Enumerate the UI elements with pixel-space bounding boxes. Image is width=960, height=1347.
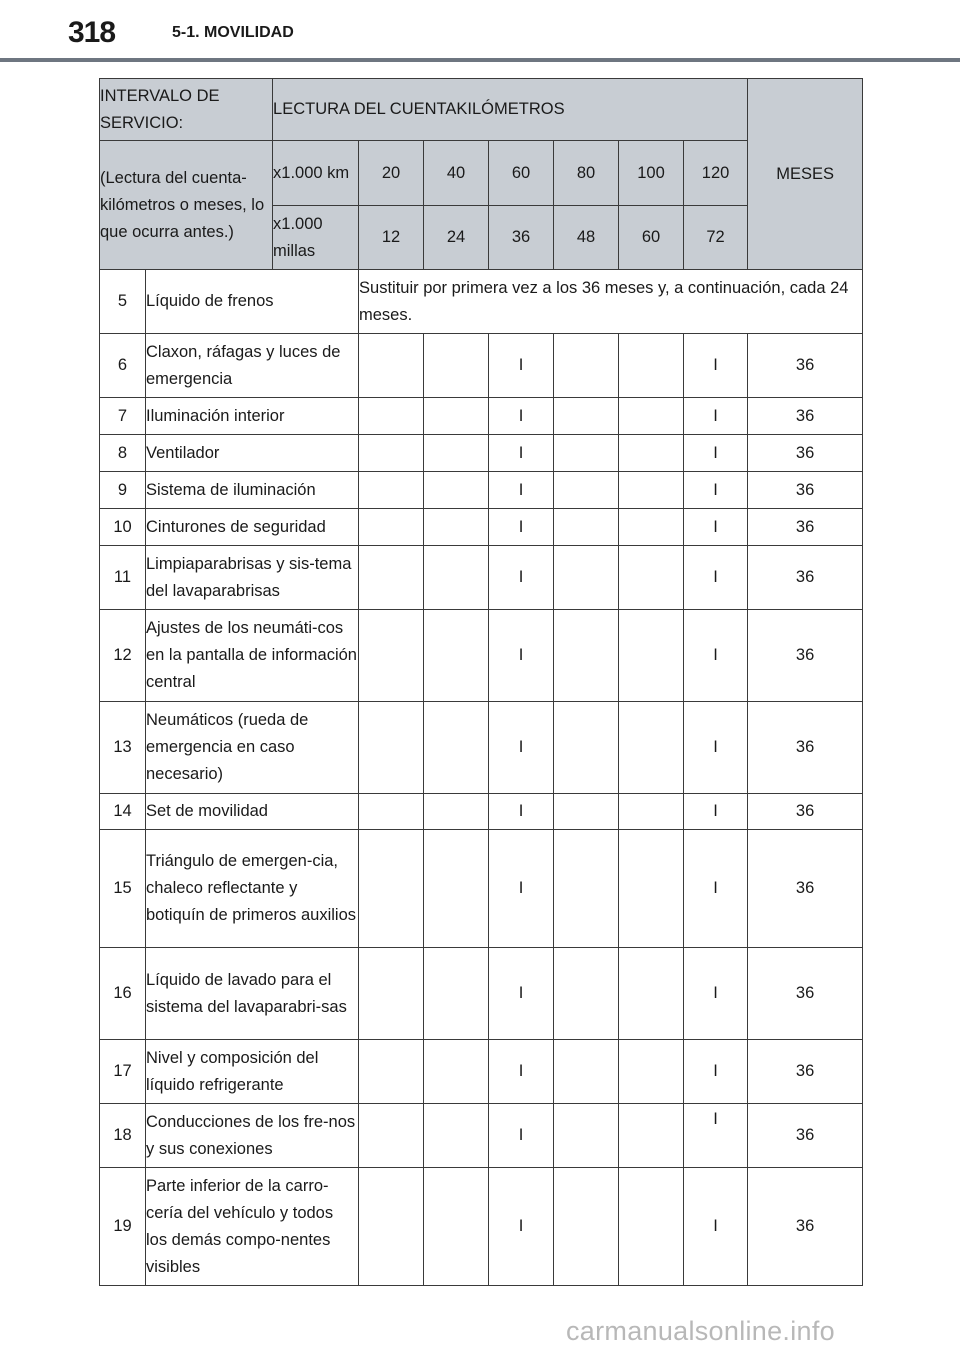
row-number: 16 [100, 948, 146, 1040]
row-number: 18 [100, 1104, 146, 1168]
cell-60: I [489, 794, 554, 830]
cell-120: I [684, 948, 748, 1040]
cell-100 [619, 830, 684, 948]
row-number: 9 [100, 472, 146, 509]
cell-100 [619, 702, 684, 794]
row-item: Sistema de iluminación [146, 472, 359, 509]
cell-20 [359, 334, 424, 398]
cell-120: I [684, 702, 748, 794]
row-item: Limpiaparabrisas y sis-tema del lavaparabrisas [146, 546, 359, 610]
cell-100 [619, 1168, 684, 1286]
cell-60: I [489, 830, 554, 948]
page-number: 318 [68, 16, 116, 49]
row-months: 36 [748, 610, 863, 702]
cell-120: I [684, 435, 748, 472]
table-row [100, 334, 863, 398]
table-row [100, 1168, 863, 1286]
cell-80 [554, 610, 619, 702]
row-months: 36 [748, 1104, 863, 1168]
cell-20 [359, 1040, 424, 1104]
row-item: Claxon, ráfagas y luces de emergencia [146, 334, 359, 398]
miles-value: 72 [684, 206, 748, 270]
cell-60: I [489, 1168, 554, 1286]
miles-value: 12 [359, 206, 424, 270]
cell-120: I [684, 794, 748, 830]
cell-120: I [684, 1104, 748, 1168]
table-row [100, 270, 863, 334]
row-item: Conducciones de los fre-nos y sus conexiones [146, 1104, 359, 1168]
row-number: 11 [100, 546, 146, 610]
row-item: Triángulo de emergen-cia, chaleco reflectante y botiquín de primeros auxilios [146, 830, 359, 948]
cell-40 [424, 398, 489, 435]
cell-80 [554, 1104, 619, 1168]
row-number: 12 [100, 610, 146, 702]
cell-60: I [489, 509, 554, 546]
cell-80 [554, 398, 619, 435]
cell-100 [619, 435, 684, 472]
row-number: 7 [100, 398, 146, 435]
cell-20 [359, 398, 424, 435]
row-months: 36 [748, 435, 863, 472]
cell-120: I [684, 398, 748, 435]
condition-header: (Lectura del cuenta-kilómetros o meses, lo que ocurra antes.) [100, 141, 273, 270]
cell-120: I [684, 610, 748, 702]
cell-120: I [684, 472, 748, 509]
cell-60: I [489, 472, 554, 509]
row-months: 36 [748, 794, 863, 830]
cell-100 [619, 610, 684, 702]
cell-40 [424, 509, 489, 546]
cell-60: I [489, 334, 554, 398]
row-number: 19 [100, 1168, 146, 1286]
cell-40 [424, 1040, 489, 1104]
cell-20 [359, 546, 424, 610]
cell-60: I [489, 398, 554, 435]
row-months: 36 [748, 509, 863, 546]
cell-60: I [489, 546, 554, 610]
row-number: 15 [100, 830, 146, 948]
miles-unit: x1.000 millas [273, 206, 359, 270]
row-number: 10 [100, 509, 146, 546]
cell-80 [554, 1040, 619, 1104]
row-item: Parte inferior de la carro-cería del vehículo y todos los demás compo-nentes visibles [146, 1168, 359, 1286]
cell-100 [619, 794, 684, 830]
cell-20 [359, 948, 424, 1040]
miles-value: 36 [489, 206, 554, 270]
row-number: 17 [100, 1040, 146, 1104]
row-item: Neumáticos (rueda de emergencia en caso necesario) [146, 702, 359, 794]
row-item: Ajustes de los neumáti-cos en la pantalla de información central [146, 610, 359, 702]
cell-40 [424, 472, 489, 509]
cell-20 [359, 435, 424, 472]
row-months: 36 [748, 398, 863, 435]
row-note: Sustituir por primera vez a los 36 meses y, a continuación, cada 24 meses. [359, 270, 863, 334]
cell-100 [619, 472, 684, 509]
table-row [100, 610, 863, 702]
cell-20 [359, 610, 424, 702]
cell-60: I [489, 1040, 554, 1104]
cell-40 [424, 948, 489, 1040]
row-months: 36 [748, 702, 863, 794]
table-row [100, 509, 863, 546]
cell-80 [554, 702, 619, 794]
cell-120: I [684, 1040, 748, 1104]
cell-120: I [684, 509, 748, 546]
cell-40 [424, 830, 489, 948]
cell-100 [619, 1040, 684, 1104]
row-number: 6 [100, 334, 146, 398]
row-number: 13 [100, 702, 146, 794]
cell-60: I [489, 1104, 554, 1168]
table-row [100, 948, 863, 1040]
cell-40 [424, 334, 489, 398]
row-item: Set de movilidad [146, 794, 359, 830]
row-item: Iluminación interior [146, 398, 359, 435]
cell-80 [554, 948, 619, 1040]
cell-120: I [684, 1168, 748, 1286]
maintenance-table [99, 78, 863, 1286]
cell-100 [619, 546, 684, 610]
km-unit: x1.000 km [273, 141, 359, 206]
miles-value: 48 [554, 206, 619, 270]
table-row [100, 435, 863, 472]
row-item: Líquido de lavado para el sistema del lavaparabri-sas [146, 948, 359, 1040]
watermark: carmanualsonline.info [566, 1316, 835, 1346]
cell-20 [359, 1104, 424, 1168]
cell-100 [619, 1104, 684, 1168]
cell-40 [424, 794, 489, 830]
km-value: 100 [619, 141, 684, 206]
row-item: Nivel y composición del líquido refrigerante [146, 1040, 359, 1104]
row-months: 36 [748, 546, 863, 610]
cell-40 [424, 610, 489, 702]
cell-120: I [684, 334, 748, 398]
row-number: 14 [100, 794, 146, 830]
cell-20 [359, 1168, 424, 1286]
cell-120: I [684, 830, 748, 948]
table-row [100, 546, 863, 610]
cell-20 [359, 509, 424, 546]
cell-80 [554, 334, 619, 398]
row-months: 36 [748, 830, 863, 948]
cell-100 [619, 509, 684, 546]
row-months: 36 [748, 1168, 863, 1286]
row-item: Cinturones de seguridad [146, 509, 359, 546]
row-number: 8 [100, 435, 146, 472]
cell-100 [619, 334, 684, 398]
section-title: 5-1. MOVILIDAD [172, 24, 294, 41]
row-months: 36 [748, 1040, 863, 1104]
row-item: Ventilador [146, 435, 359, 472]
table-row [100, 1104, 863, 1168]
cell-80 [554, 472, 619, 509]
row-months: 36 [748, 472, 863, 509]
miles-value: 60 [619, 206, 684, 270]
table-row [100, 1040, 863, 1104]
cell-120: I [684, 546, 748, 610]
table-row [100, 702, 863, 794]
cell-60: I [489, 610, 554, 702]
odometer-header: LECTURA DEL CUENTAKILÓMETROS [273, 79, 748, 141]
table-row [100, 830, 863, 948]
cell-40 [424, 1168, 489, 1286]
cell-80 [554, 435, 619, 472]
cell-40 [424, 1104, 489, 1168]
months-header: MESES [748, 79, 863, 270]
cell-100 [619, 398, 684, 435]
row-item: Líquido de frenos [146, 270, 359, 334]
cell-40 [424, 435, 489, 472]
cell-20 [359, 794, 424, 830]
cell-60: I [489, 435, 554, 472]
table-row [100, 398, 863, 435]
cell-20 [359, 830, 424, 948]
header-rule [0, 58, 960, 62]
cell-20 [359, 702, 424, 794]
km-value: 40 [424, 141, 489, 206]
cell-40 [424, 702, 489, 794]
cell-40 [424, 546, 489, 610]
row-number: 5 [100, 270, 146, 334]
km-value: 60 [489, 141, 554, 206]
cell-80 [554, 546, 619, 610]
cell-80 [554, 509, 619, 546]
cell-60: I [489, 948, 554, 1040]
table-row [100, 472, 863, 509]
cell-80 [554, 1168, 619, 1286]
km-value: 20 [359, 141, 424, 206]
row-months: 36 [748, 948, 863, 1040]
km-value: 120 [684, 141, 748, 206]
cell-100 [619, 948, 684, 1040]
cell-80 [554, 830, 619, 948]
table-row [100, 794, 863, 830]
cell-60: I [489, 702, 554, 794]
cell-20 [359, 472, 424, 509]
row-months: 36 [748, 334, 863, 398]
km-value: 80 [554, 141, 619, 206]
service-interval-header: INTERVALO DE SERVICIO: [100, 79, 273, 141]
cell-80 [554, 794, 619, 830]
miles-value: 24 [424, 206, 489, 270]
